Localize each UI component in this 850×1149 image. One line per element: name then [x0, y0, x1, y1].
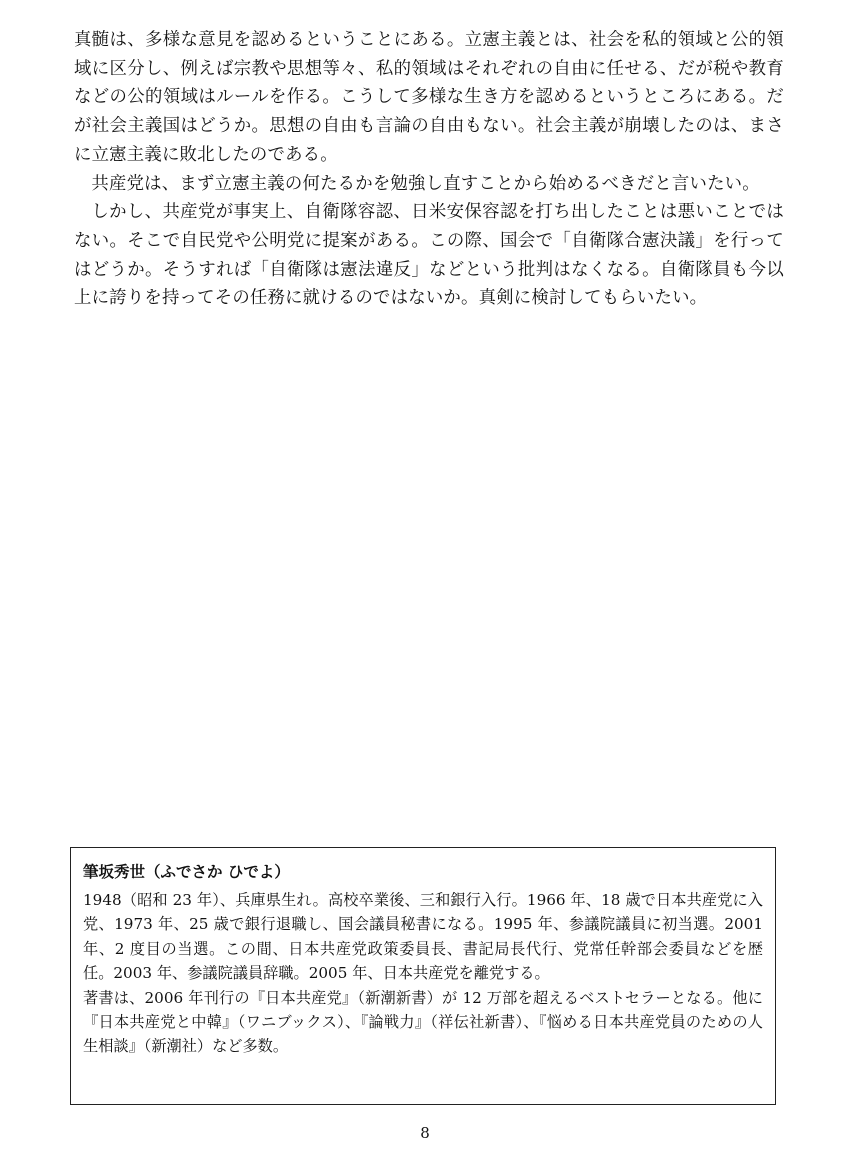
author-publications: 著書は、2006 年刊行の『日本共産党』（新潮新書）が 12 万部を超えるベストセラーとなる。他に『日本共産党と中韓』（ワニブックス）、『論戦力』（祥伝社新書）、『悩める日本共産党員のための人生相談』（新潮社）など多数。	[83, 988, 763, 1056]
article-body	[74, 26, 784, 313]
author-name: 筆坂秀世（ふでさか ひでよ）	[83, 863, 290, 881]
author-bio-box	[70, 847, 776, 1105]
body-paragraph-2: 共産党は、まず立憲主義の何たるかを勉強し直すことから始めるべきだと言いたい。	[91, 173, 760, 194]
body-paragraph-1: 真髄は、多様な意見を認めるということにある。立憲主義とは、社会を私的領域と公的領域に区分し、例えば宗教や思想等々、私的領域はそれぞれの自由に任せる、だが税や教育などの公的領域はルールを作る。こうして多様な生き方を認めるというところにある。だが社会主義国はどうか。思想の自由も言論の自由もない。社会主義が崩壊したのは、まさに立憲主義に敗北したのである。	[74, 30, 784, 165]
body-paragraph-3: しかし、共産党が事実上、自衛隊容認、日米安保容認を打ち出したことは悪いことではない。そこで自民党や公明党に提案がある。この際、国会で「自衛隊合憲決議」を行ってはどうか。そうすれば「自衛隊は憲法違反」などという批判はなくなる。自衛隊員も今以上に誇りを持ってその任務に就けるのではないか。真剣に検討してもらいたい。	[74, 202, 784, 309]
author-career: 1948（昭和 23 年）、兵庫県生れ。高校卒業後、三和銀行入行。1966 年、18 歳で日本共産党に入党、1973 年、25 歳で銀行退職し、国会議員秘書になる。1995 年、参議院議員に初当選。2001 年、2 度目の当選。この間、日本共産党政策委員長、書記局長代行、党常任幹部会委員などを歴任。2003 年、参議院議員辞職。2005 年、日本共産党を離党する。	[83, 891, 763, 983]
page-number: 8	[420, 1124, 430, 1142]
